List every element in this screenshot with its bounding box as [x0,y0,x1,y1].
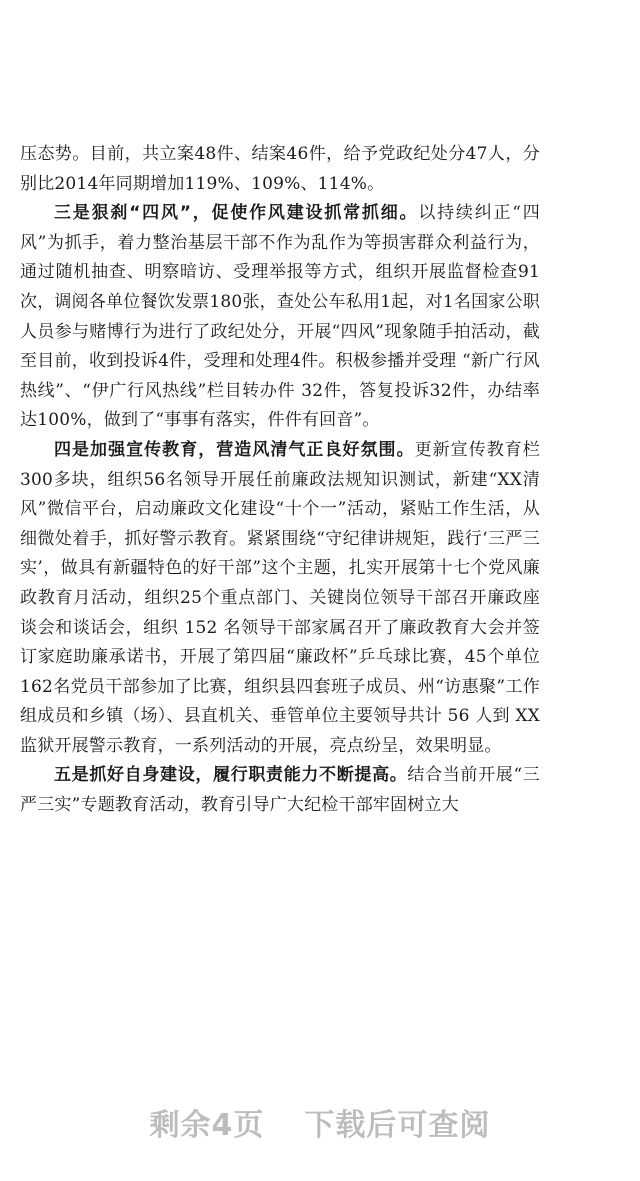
download-to-view-label: 下载后可查阅 [304,1108,491,1143]
paragraph-3-heading: 四是加强宣传教育，营造风清气正良好氛围。 [54,439,415,460]
paragraph-3 [20,436,540,762]
paragraph-2-text: 以持续纠正“四风”为抓手，着力整治基层干部不作为乱作为等损害群众利益行为，通过随机抽查、明察暗访、受理举报等方式，组织开展监督检查91次，调阅各单位餐饮发票180张，查处公车私用1起，对1名国家公职人员参与赌博行为进行了政纪处分，开展“四风”现象随手拍活动，截至目前，收到投诉4件，受理和处理4件。积极参播并受理 “新广行风热线”、“伊广行风热线”栏目转办件 32件，答复投诉32件，办结率达100%，做到了“事事有落实，件件有回音”。 [20,203,540,431]
paragraph-2 [20,199,540,436]
paragraph-4 [20,761,540,820]
remaining-pages-label: 剩余4页 [149,1108,265,1143]
paragraph-4-heading: 五是抓好自身建设，履行职责能力不断提高。 [54,765,408,786]
download-prompt[interactable] [0,1100,640,1144]
paragraph-1-text: 压态势。目前，共立案48件、结案46件，给予党政纪处分47人，分别比2014年同期增加119%、109%、114%。 [20,144,540,194]
paragraph-2-heading: 三是狠刹“四风”，促使作风建设抓常抓细。 [54,203,419,224]
paragraph-3-text: 更新宣传教育栏300多块，组织56名领导开展任前廉政法规知识测试，新建“XX清风”微信平台，启动廉政文化建设“十个一”活动，紧贴工作生活，从细微处着手，抓好警示教育。紧紧围绕“守纪律讲规矩，践行‘三严三实’，做具有新疆特色的好干部”这个主题，扎实开展第十七个党风廉政教育月活动，组织25个重点部门、关键岗位领导干部召开廉政座谈会和谈话会，组织 152 名领导干部家属召开了廉政教育大会并签订家庭助廉承诺书，开展了第四届“廉政杯”乒乓球比赛，45个单位162名党员干部参加了比赛，组织县四套班子成员、州“访惠聚”工作组成员和乡镇（场）、县直机关、垂管单位主要领导共计 56 人到 XX 监狱开展警示教育，一系列活动的开展，亮点纷呈，效果明显。 [20,439,541,756]
paragraph-1 [20,140,540,199]
paragraph-4-text: 结合当前开展“三严三实”专题教育活动，教育引导广大纪检干部牢固树立大 [20,765,541,816]
document-body [20,140,540,821]
